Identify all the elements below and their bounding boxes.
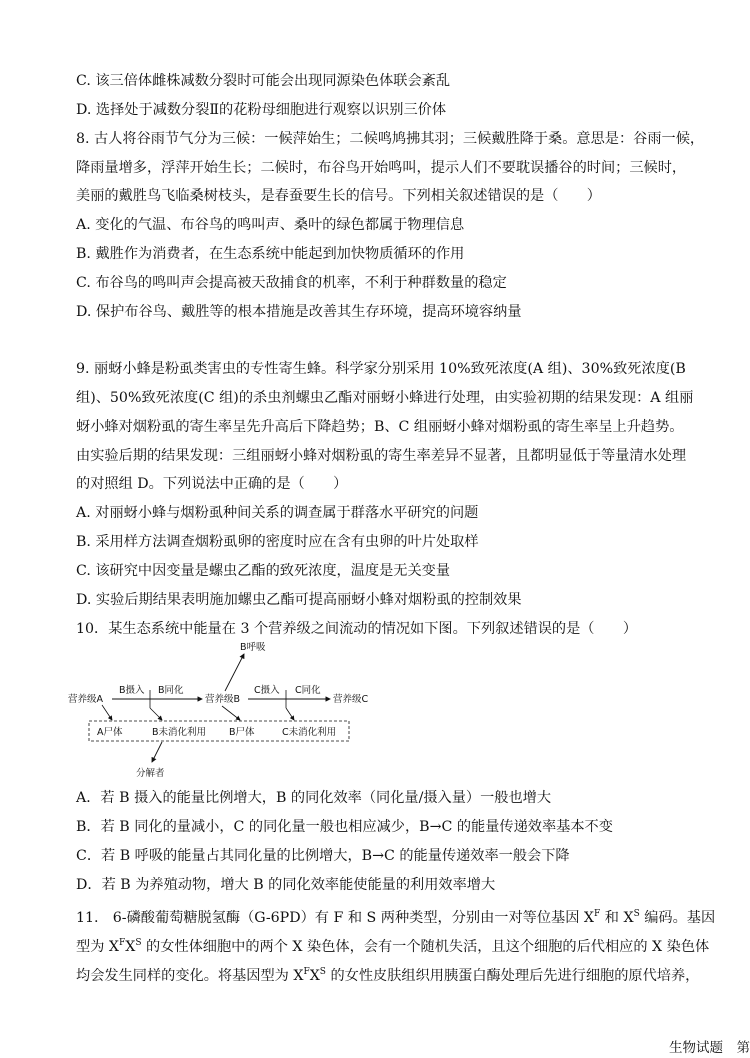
q7-option-c: C. 该三倍体雌株减数分裂时可能会出现同源染色体联会紊乱 xyxy=(76,73,451,89)
q11-l1-a: 11. 6-磷酸葡萄糖脱氢酶（G-6PD）有 F 和 S 两种类型，分别由一对等位基因 X xyxy=(76,910,594,926)
q9-option-a: A. 对丽蚜小蜂与烟粉虱种间关系的调查属于群落水平研究的问题 xyxy=(76,505,479,521)
b-undigested-label: B未消化利用 xyxy=(152,727,207,738)
q9-option-c: C. 该研究中因变量是螺虫乙酯的致死浓度，温度是无关变量 xyxy=(76,563,451,579)
q11-l3-sup1: F xyxy=(303,967,310,977)
q10-option-a: A．若 B 摄入的能量比例增大，B 的同化效率（同化量/摄入量）一般也增大 xyxy=(76,790,552,806)
q8-stem-line-1: 8. 古人将谷雨节气分为三候：一候萍始生；二候鸣鸠拂其羽；三候戴胜降于桑。意思是：谷雨一候， xyxy=(76,131,705,147)
b-corpse-label: B尸体 xyxy=(229,727,255,738)
q8-stem-line-3: 美丽的戴胜鸟飞临桑树枝头，是春蚕要生长的信号。下列相关叙述错误的是（ ） xyxy=(76,188,601,204)
b-resp-arrow xyxy=(225,654,244,691)
q11-l3-sup2: S xyxy=(319,967,326,977)
q11-l3-a: 均会发生同样的变化。将基因型为 X xyxy=(76,968,304,984)
to-c-undigested-arrow xyxy=(286,708,294,720)
q9-stem-line-5: 的对照组 D。下列说法中正确的是（ ） xyxy=(76,476,348,492)
q11-l1-sup2: S xyxy=(633,909,640,919)
q11-line-3 xyxy=(76,962,699,986)
c-undigested-label: C未消化利用 xyxy=(282,727,337,738)
q11-l3-c: 的女性皮肤组织用胰蛋白酶处理后先进行细胞的原代培养， xyxy=(325,968,700,984)
q10-option-d: D．若 B 为养殖动物，增大 B 的同化效率能使能量的利用效率增大 xyxy=(76,877,496,893)
b-to-corpse-arrow xyxy=(222,706,240,720)
c-intake-label: C摄入 xyxy=(254,685,280,696)
q11-l1-sup1: F xyxy=(594,909,601,919)
q9-stem-line-2: 组)、50%致死浓度(C 组)的杀虫剂螺虫乙酯对丽蚜小蜂进行处理，由实验初期的结果发现：A 组丽 xyxy=(76,390,694,406)
q11-l2-a: 型为 X xyxy=(76,939,119,955)
a-to-corpse-arrow xyxy=(102,705,112,720)
q11-l3-b: X xyxy=(309,968,320,984)
q8-option-d: D. 保护布谷鸟、戴胜等的根本措施是改善其生存环境，提高环境容纳量 xyxy=(76,304,522,320)
q8-stem-line-2: 降雨量增多，浮萍开始生长；二候时，布谷鸟开始鸣叫，提示人们不要耽误播谷的时间；三候时， xyxy=(76,160,687,176)
q11-line-2 xyxy=(76,933,709,957)
q8-option-a: A. 变化的气温、布谷鸟的鸣叫声、桑叶的绿色都属于物理信息 xyxy=(76,217,465,233)
q9-stem-line-1: 9. 丽蚜小蜂是粉虱类害虫的专性寄生蜂。科学家分别采用 10%致死浓度(A 组)、30%致死浓度(B xyxy=(76,361,686,377)
q10-stem: 10．某生态系统中能量在 3 个营养级之间流动的情况如下图。下列叙述错误的是（ ） xyxy=(76,621,638,637)
q9-stem-line-3: 蚜小蜂对烟粉虱的寄生率呈先升高后下降趋势；B、C 组丽蚜小蜂对烟粉虱的寄生率呈上升趋势。 xyxy=(76,419,684,435)
to-b-undigested-arrow xyxy=(150,708,162,720)
decomposer-label: 分解者 xyxy=(136,768,165,779)
q11-l2-c: 的女性体细胞中的两个 X 染色体，会有一个随机失活，且这个细胞的后代相应的 X 染色体 xyxy=(141,939,710,955)
to-decomposer-arrow xyxy=(152,742,162,762)
level-c-label: 营养级C xyxy=(333,694,369,705)
a-corpse-label: A尸体 xyxy=(97,727,123,738)
energy-flow-diagram xyxy=(62,638,382,783)
q9-option-b: B. 采用样方法调查烟粉虱卵的密度时应在含有虫卵的叶片处取样 xyxy=(76,534,479,550)
q11-l1-c: 编码。基因 xyxy=(639,910,716,926)
c-assim-label: C同化 xyxy=(295,685,321,696)
level-b-label: 营养级B xyxy=(205,694,241,705)
q8-option-c: C. 布谷鸟的鸣叫声会提高被天敌捕食的机率，不利于种群数量的稳定 xyxy=(76,275,507,291)
q7-option-d: D. 选择处于减数分裂Ⅱ的花粉母细胞进行观察以识别三价体 xyxy=(76,102,447,118)
q11-l2-sup1: F xyxy=(119,938,126,948)
q11-l1-b: 和 X xyxy=(600,910,634,926)
q11-line-1 xyxy=(76,904,715,928)
b-assim-label: B同化 xyxy=(158,685,184,696)
page-footer: 生物试题 第 xyxy=(669,1040,750,1056)
b-intake-label: B摄入 xyxy=(119,685,145,696)
level-a-label: 营养级A xyxy=(68,694,103,705)
q10-option-c: C．若 B 呼吸的能量占其同化量的比例增大，B→C 的能量传递效率一般会下降 xyxy=(76,848,570,864)
q10-option-b: B．若 B 同化的量减小，C 的同化量一般也相应减少，B→C 的能量传递效率基本不变 xyxy=(76,819,613,835)
q8-option-b: B. 戴胜作为消费者，在生态系统中能起到加快物质循环的作用 xyxy=(76,246,465,262)
q11-l2-b: X xyxy=(125,939,136,955)
q11-l2-sup2: S xyxy=(135,938,142,948)
q9-option-d: D. 实验后期结果表明施加螺虫乙酯可提高丽蚜小蜂对烟粉虱的控制效果 xyxy=(76,592,522,608)
b-resp-label: B呼吸 xyxy=(240,642,266,653)
q9-stem-line-4: 由实验后期的结果发现：三组丽蚜小蜂对烟粉虱的寄生率差异不显著，且都明显低于等量清水处理 xyxy=(76,448,687,464)
